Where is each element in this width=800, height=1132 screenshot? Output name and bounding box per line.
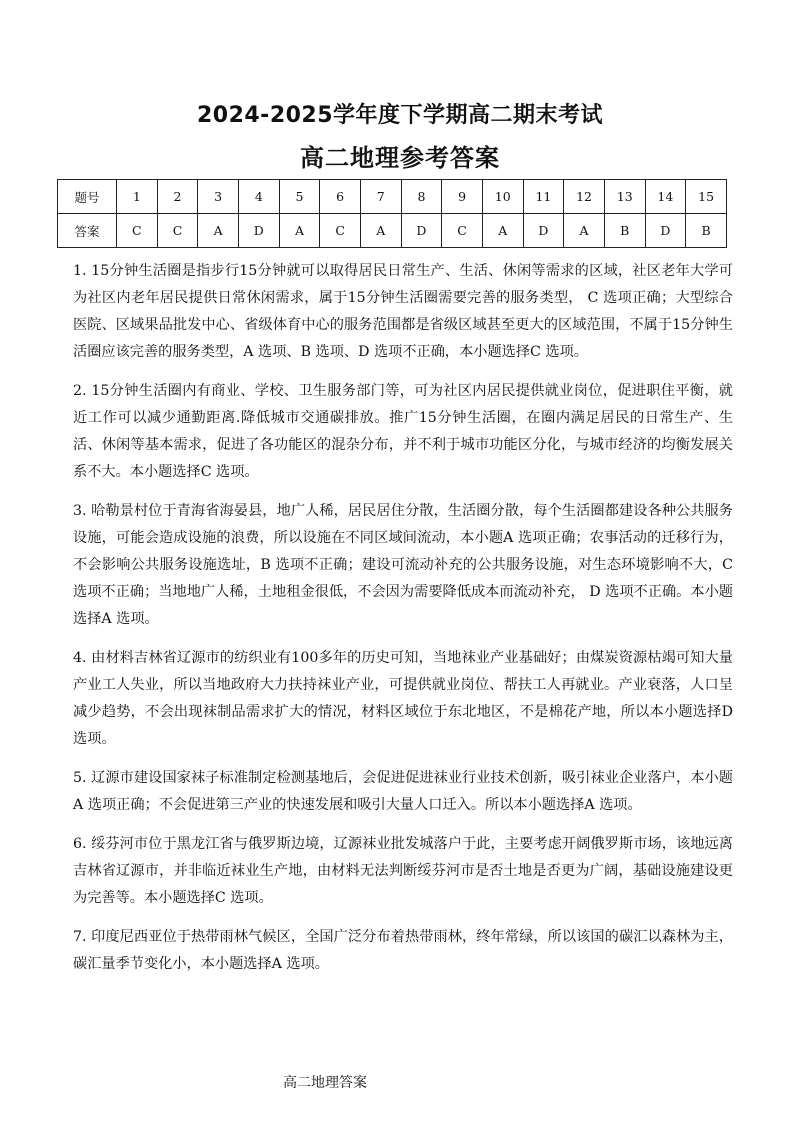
answer-cell: D: [401, 214, 442, 248]
answer-cell: A: [279, 214, 320, 248]
explanations: [73, 258, 733, 990]
question-number-cell: 14: [645, 180, 686, 214]
question-number-cell: 9: [442, 180, 483, 214]
question-number-header: 题号: [58, 180, 117, 214]
question-number-cell: 12: [564, 180, 605, 214]
answer-cell: A: [564, 214, 605, 248]
exam-title: 2024-2025学年度下学期高二期末考试: [196, 103, 604, 128]
answer-table: [57, 179, 727, 248]
question-number-cell: 8: [401, 180, 442, 214]
question-number-cell: 10: [482, 180, 523, 214]
answer-row: [58, 214, 727, 248]
answer-cell: C: [320, 214, 361, 248]
explanation-2: 2. 15分钟生活圈内有商业、学校、卫生服务部门等，可为社区内居民提供就业岗位，促进职住平衡，就近工作可以减少通勤距离.降低城市交通碳排放。推广15分钟生活圈，在圈内满足居民的日常生产、生活、休闲等基本需求，促进了各功能区的混杂分布，并不利于城市功能区分化，与城市经济的均衡发展关系不大。本小题选择C 选项。: [73, 383, 733, 480]
question-number-cell: 1: [117, 180, 158, 214]
answer-header: 答案: [58, 214, 117, 248]
answer-cell: B: [604, 214, 645, 248]
explanation-1: 1. 15分钟生活圈是指步行15分钟就可以取得居民日常生产、生活、休闲等需求的区域，社区老年大学可为社区内老年居民提供日常休闲需求，属于15分钟生活圈需要完善的服务类型， C 选项正确；大型综合医院、区域果品批发中心、省级体育中心的服务范围都是省级区域甚至更大的区域范围，不属于15分钟生活圈应该完善的服务类型，A 选项、B 选项、D 选项不正确，本小题选择C 选项。: [73, 263, 733, 360]
answer-cell: C: [157, 214, 198, 248]
explanation-3: 3. 哈勒景村位于青海省海晏县，地广人稀，居民居住分散，生活圈分散，每个生活圈都建设各种公共服务设施，可能会造成设施的浪费，所以设施在不同区域间流动，本小题A 选项正确；农事活动的迁移行为，不会影响公共服务设施选址，B 选项不正确；建设可流动补充的公共服务设施，对生态环境影响不大，C 选项不正确；当地地广人稀，土地租金很低，不会因为需要降低成本而流动补充， D 选项不正确。本小题选择A 选项。: [73, 503, 733, 627]
answer-cell: D: [645, 214, 686, 248]
question-number-cell: 5: [279, 180, 320, 214]
explanation-5: 5. 辽源市建设国家袜子标准制定检测基地后，会促进促进袜业行业技术创新，吸引袜业企业落户，本小题A 选项正确；不会促进第三产业的快速发展和吸引大量人口迁入。所以本小题选择A 选项。: [73, 770, 733, 813]
question-number-cell: 2: [157, 180, 198, 214]
question-number-cell: 6: [320, 180, 361, 214]
answer-cell: C: [117, 214, 158, 248]
page-footer: 高二地理答案: [283, 1075, 367, 1091]
answer-subtitle: 高二地理参考答案: [300, 144, 500, 172]
answer-cell: A: [360, 214, 401, 248]
explanation-6: 6. 绥芬河市位于黑龙江省与俄罗斯边境，辽源袜业批发城落户于此，主要考虑开阔俄罗斯市场，该地远离吉林省辽源市，并非临近袜业生产地，由材料无法判断绥芬河市是否土地是否更为广阔，基础设施建设更为完善等。本小题选择C 选项。: [73, 836, 733, 906]
answer-cell: A: [198, 214, 239, 248]
answer-cell: B: [686, 214, 727, 248]
question-number-cell: 13: [604, 180, 645, 214]
question-number-cell: 11: [523, 180, 564, 214]
answer-cell: D: [238, 214, 279, 248]
answer-cell: D: [523, 214, 564, 248]
question-number-row: [58, 180, 727, 214]
question-number-cell: 7: [360, 180, 401, 214]
explanation-7: 7. 印度尼西亚位于热带雨林气候区，全国广泛分布着热带雨林，终年常绿，所以该国的碳汇以森林为主，碳汇量季节变化小，本小题选择A 选项。: [73, 929, 733, 972]
explanation-4: 4. 由材料吉林省辽源市的纺织业有100多年的历史可知，当地袜业产业基础好；由煤炭资源枯竭可知大量产业工人失业，所以当地政府大力扶持袜业产业，可提供就业岗位、帮扶工人再就业。产业衰落，人口呈减少趋势，不会出现袜制品需求扩大的情况，材料区域位于东北地区，不是棉花产地，所以本小题选择D 选项。: [73, 650, 733, 747]
question-number-cell: 15: [686, 180, 727, 214]
answer-cell: C: [442, 214, 483, 248]
question-number-cell: 3: [198, 180, 239, 214]
answer-cell: A: [482, 214, 523, 248]
question-number-cell: 4: [238, 180, 279, 214]
